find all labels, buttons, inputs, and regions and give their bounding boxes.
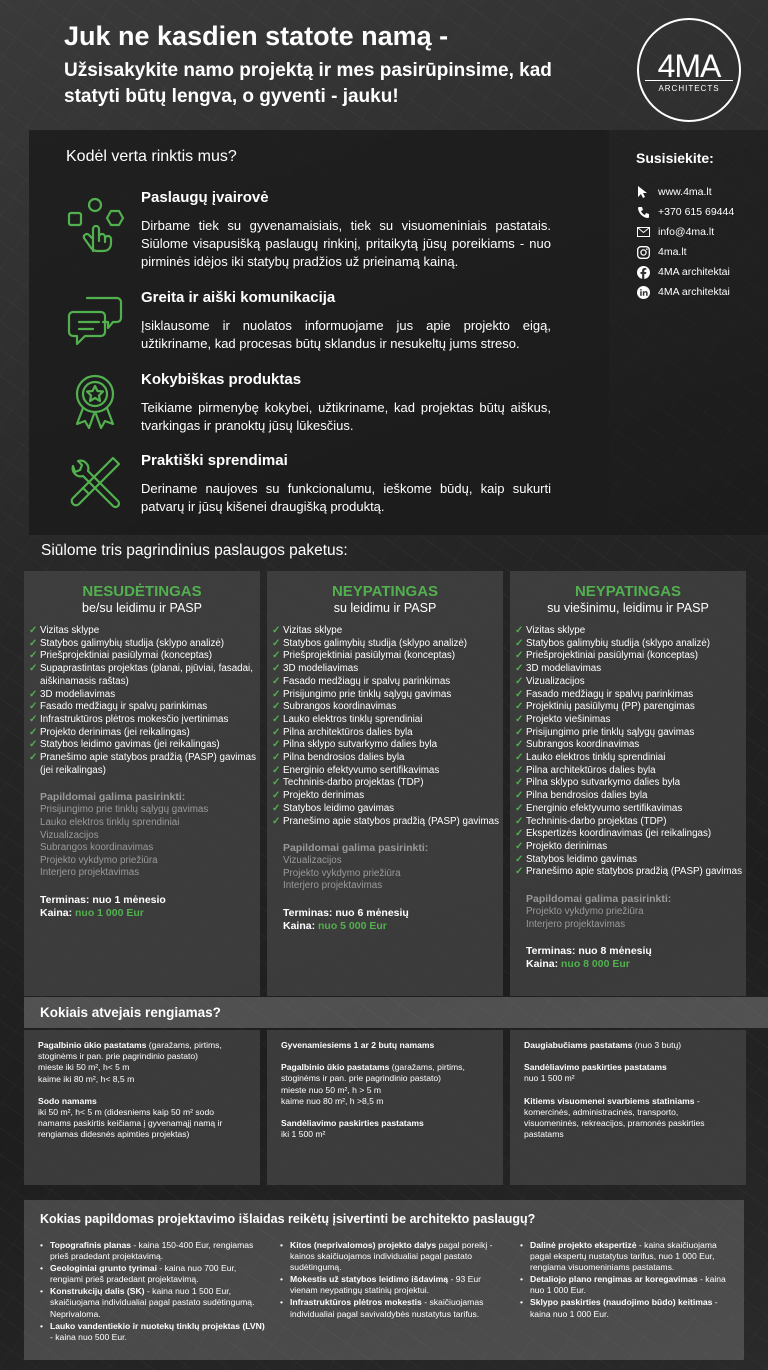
cases-title: Kokiais atvejais rengiamas? bbox=[40, 1005, 221, 1020]
why-us-section bbox=[29, 130, 609, 535]
contact-linkedin[interactable] bbox=[636, 285, 730, 299]
extras-item: • Kitos (neprivalomos) projekto dalys pagal poreikį - kainos skaičiuojamos individualiai pagal pastato sudėtingumą. bbox=[280, 1240, 505, 1273]
contact-text: 4MA architektai bbox=[658, 286, 730, 298]
optional-title: Papildomai galima pasirinkti: bbox=[526, 893, 672, 906]
optional-item: Vizualizacijos bbox=[40, 829, 99, 841]
package-item: ✓ Vizitas sklype bbox=[272, 625, 503, 638]
package-item: ✓ Pilna sklypo sutvarkymo dalies byla bbox=[272, 739, 503, 752]
optional-items bbox=[24, 804, 260, 880]
logo-sub: ARCHITECTS bbox=[658, 84, 720, 93]
logo-mark: 4MA bbox=[657, 48, 721, 84]
package-item: ✓ Projekto derinimas bbox=[272, 790, 503, 803]
extras-item: • Infrastruktūros plėtros mokestis - skaičiuojamas individualiai pagal savivaldybės nustatytus tarifus. bbox=[280, 1297, 505, 1319]
optional-item: Projekto vykdymo priežiūra bbox=[40, 854, 158, 866]
package-item: ✓ Priešprojektiniai pasiūlymai (konceptas) bbox=[29, 650, 260, 663]
tools-icon bbox=[65, 452, 125, 512]
optional-title: Papildomai galima pasirinkti: bbox=[40, 791, 186, 804]
package-item: ✓ Pilna architektūros dalies byla bbox=[515, 765, 746, 778]
package-price: nuo 1 000 Eur bbox=[75, 907, 144, 919]
contact-text: www.4ma.lt bbox=[658, 186, 712, 198]
contact-section bbox=[609, 130, 768, 535]
package-item: ✓ Fasado medžiagų ir spalvų parinkimas bbox=[515, 689, 746, 702]
feature-text: Dirbame tiek su gyvenamaisiais, tiek su visuomeniniais pastatais. Siūlome visapusišką paslaugų rinkinį, pritaikytą jūsų poreikiams - nuo pirminės idėjos iki statybų pradžios už prieinamą kainą. bbox=[141, 218, 551, 269]
optional-item: Interjero projektavimas bbox=[283, 880, 383, 892]
package-name: NESUDĖTINGAS bbox=[82, 583, 202, 600]
optional-title: Papildomai galima pasirinkti: bbox=[283, 842, 429, 855]
cases-band bbox=[24, 997, 768, 1028]
optional-items bbox=[267, 855, 503, 893]
extras-item: • Sklypo paskirties (naudojimo būdo) keitimas - kaina nuo 1 000 Eur. bbox=[520, 1297, 735, 1319]
package-item: ✓ Infrastruktūros plėtros mokesčio įvertinimas bbox=[29, 714, 260, 727]
logo bbox=[637, 18, 741, 122]
contact-phone[interactable] bbox=[636, 205, 734, 219]
package-item: ✓ Ekspertizės koordinavimas (jei reikalingas) bbox=[515, 828, 746, 841]
package-term: Terminas: nuo 8 mėnesių Kaina: nuo 8 000 Eur bbox=[526, 945, 652, 971]
optional-items bbox=[510, 906, 746, 931]
package-items bbox=[272, 625, 503, 828]
contact-text: 4MA architektai bbox=[658, 266, 730, 278]
package-item: ✓ 3D modeliavimas bbox=[272, 663, 503, 676]
package-name: NEYPATINGAS bbox=[331, 583, 439, 600]
extras-column bbox=[40, 1240, 265, 1344]
package-item: ✓ 3D modeliavimas bbox=[515, 663, 746, 676]
extras-section bbox=[24, 1200, 744, 1360]
package-items bbox=[29, 625, 260, 777]
feature-services bbox=[141, 188, 551, 271]
package-item: ✓ Statybos galimybių studija (sklypo analizė) bbox=[29, 638, 260, 651]
feature-title: Kokybiškas produktas bbox=[141, 371, 302, 388]
package-item: ✓ Lauko elektros tinklų sprendiniai bbox=[515, 752, 746, 765]
page-title: Juk ne kasdien statote namą - bbox=[64, 21, 449, 51]
optional-item: Prisijungimo prie tinklų sąlygų gavimas bbox=[40, 804, 209, 816]
package-item: ✓ Pranešimo apie statybos pradžią (PASP) gavimas (jei reikalingas) bbox=[29, 752, 260, 777]
package-item: ✓ Energinio efektyvumo sertifikavimas bbox=[272, 765, 503, 778]
optional-item: Projekto vykdymo priežiūra bbox=[283, 867, 401, 879]
package-item: ✓ Pilna sklypo sutvarkymo dalies byla bbox=[515, 777, 746, 790]
contact-email[interactable] bbox=[636, 225, 714, 239]
extras-item: • Topografinis planas - kaina 150-400 Eur, rengiamas prieš pradedant projektavimą. bbox=[40, 1240, 265, 1262]
package-price: nuo 8 000 Eur bbox=[561, 958, 630, 971]
feature-text: Teikiame pirmenybę kokybei, užtikriname, kad projektas būtų aiškus, tvarkingas ir pranoktų jūsų lūkesčius. bbox=[141, 400, 551, 433]
extras-item: • Dalinė projekto ekspertizė - kaina skaičiuojama pagal ekspertų nustatytus tarifus, nuo 1 000 Eur, rengiama visuomeniniams pastatams. bbox=[520, 1240, 735, 1273]
package-item: ✓ Vizitas sklype bbox=[29, 625, 260, 638]
package-item: ✓ Projekto derinimas bbox=[515, 841, 746, 854]
feature-title: Paslaugų įvairovė bbox=[141, 189, 269, 206]
case-card: Daugiabučiams pastatams (nuo 3 butų) Sandėliavimo paskirties pastatams nuo 1 500 m² Kitiems visuomenei svarbiems statiniams - komercinės, administracinės, transporto, visuomeninės, rekreacijos, pramonės paskirties pastatams bbox=[510, 1030, 746, 1185]
contact-title: Susisiekite: bbox=[636, 150, 714, 166]
facebook-icon bbox=[636, 265, 650, 279]
package-card bbox=[267, 571, 503, 996]
feature-solutions bbox=[141, 451, 551, 516]
package-subtitle: su leidimu ir PASP bbox=[333, 601, 437, 615]
feature-communication bbox=[141, 288, 551, 353]
package-card bbox=[24, 571, 260, 996]
extras-column bbox=[520, 1240, 735, 1321]
package-item: ✓ Pilna bendrosios dalies byla bbox=[515, 790, 746, 803]
package-item: ✓ Statybos leidimo gavimas bbox=[272, 803, 503, 816]
extras-item: • Detaliojo plano rengimas ar koregavimas - kaina nuo 1 000 Eur. bbox=[520, 1274, 735, 1296]
package-item: ✓ Statybos leidimo gavimas bbox=[515, 854, 746, 867]
package-item: ✓ Pranešimo apie statybos pradžią (PASP) gavimas bbox=[515, 866, 746, 879]
package-item: ✓ Priešprojektiniai pasiūlymai (konceptas) bbox=[272, 650, 503, 663]
package-item: ✓ Techninis-darbo projektas (TDP) bbox=[272, 777, 503, 790]
extras-title: Kokias papildomas projektavimo išlaidas reikėtų įsivertinti be architekto paslaugų? bbox=[40, 1212, 536, 1226]
feature-title: Praktiški sprendimai bbox=[141, 452, 288, 469]
optional-item: Subrangos koordinavimas bbox=[40, 842, 154, 854]
package-term: Terminas: nuo 1 mėnesio Kaina: nuo 1 000 Eur bbox=[40, 894, 166, 919]
package-items bbox=[515, 625, 746, 879]
package-name: NEYPATINGAS bbox=[574, 583, 682, 600]
extras-item: • Geologiniai grunto tyrimai - kaina nuo 700 Eur, rengiami prieš pradedant projektavimą. bbox=[40, 1263, 265, 1285]
package-item: ✓ Pranešimo apie statybos pradžią (PASP) gavimas bbox=[272, 816, 503, 829]
instagram-icon bbox=[636, 245, 650, 259]
contact-facebook[interactable] bbox=[636, 265, 730, 279]
package-item: ✓ Fasado medžiagų ir spalvų parinkimas bbox=[272, 676, 503, 689]
packages-intro: Siūlome tris pagrindinius paslaugos paketus: bbox=[41, 542, 348, 559]
optional-item: Interjero projektavimas bbox=[40, 867, 140, 879]
optional-item: Lauko elektros tinklų sprendiniai bbox=[40, 817, 180, 829]
extras-column bbox=[280, 1240, 505, 1321]
package-item: ✓ 3D modeliavimas bbox=[29, 689, 260, 702]
package-item: ✓ Statybos galimybių studija (sklypo analizė) bbox=[515, 638, 746, 651]
mail-icon bbox=[636, 225, 650, 239]
package-item: ✓ Pilna architektūros dalies byla bbox=[272, 727, 503, 740]
extras-item: • Lauko vandentiekio ir nuotekų tinklų projektas (LVN) - kaina nuo 500 Eur. bbox=[40, 1321, 265, 1343]
linkedin-icon bbox=[636, 285, 650, 299]
quality-badge-icon bbox=[65, 370, 125, 430]
package-price: nuo 5 000 Eur bbox=[318, 920, 387, 933]
package-item: ✓ Prisijungimo prie tinklų sąlygų gavimas bbox=[515, 727, 746, 740]
package-item: ✓ Pilna bendrosios dalies byla bbox=[272, 752, 503, 765]
header bbox=[64, 20, 604, 110]
why-us-title: Kodėl verta rinktis mus? bbox=[66, 148, 237, 165]
package-item: ✓ Statybos leidimo gavimas (jei reikalingas) bbox=[29, 739, 260, 752]
feature-text: Įsiklausome ir nuolatos informuojame jus apie projekto eigą, užtikriname, kad procesas būtų sklandus ir nesukeltų jums streso. bbox=[141, 318, 551, 351]
package-item: ✓ Subrangos koordinavimas bbox=[515, 739, 746, 752]
package-item: ✓ Vizualizacijos bbox=[515, 676, 746, 689]
package-item: ✓ Supaprastintas projektas (planai, pjūviai, fasadai, aiškinamasis raštas) bbox=[29, 663, 260, 688]
package-subtitle: be/su leidimu ir PASP bbox=[82, 601, 202, 615]
package-item: ✓ Fasado medžiagų ir spalvų parinkimas bbox=[29, 701, 260, 714]
extras-item: • Konstrukcijų dalis (SK) - kaina nuo 1 500 Eur, skaičiuojama individualiai pagal pastato sudėtingumą. Neprivaloma. bbox=[40, 1286, 265, 1319]
shapes-hand-icon bbox=[65, 195, 125, 255]
package-item: ✓ Projektinių pasiūlymų (PP) parengimas bbox=[515, 701, 746, 714]
package-card bbox=[510, 571, 746, 996]
package-item: ✓ Statybos galimybių studija (sklypo analizė) bbox=[272, 638, 503, 651]
package-item: ✓ Techninis-darbo projektas (TDP) bbox=[515, 816, 746, 829]
case-card: Pagalbinio ūkio pastatams (garažams, pirtims, stoginėms ir pan. prie pagrindinio pastato) mieste iki 50 m², h< 5 m kaime iki 80 m², h< 8,5 m Sodo namams iki 50 m², h< 5 m (didesniems kaip 50 m² sodo namams paskirtis keičiama į gyvenamąjį namą ir rengiamas didesnės apimties projektas) bbox=[24, 1030, 260, 1185]
package-term: Terminas: nuo 6 mėnesių Kaina: nuo 5 000 Eur bbox=[283, 907, 409, 933]
package-item: ✓ Projekto derinimas (jei reikalingas) bbox=[29, 727, 260, 740]
chat-bubbles-icon bbox=[65, 292, 125, 352]
package-item: ✓ Subrangos koordinavimas bbox=[272, 701, 503, 714]
package-item: ✓ Priešprojektiniai pasiūlymai (konceptas) bbox=[515, 650, 746, 663]
feature-quality bbox=[141, 370, 551, 435]
contact-text: 4ma.lt bbox=[658, 246, 687, 258]
contact-text: +370 615 69444 bbox=[658, 206, 735, 218]
package-item: ✓ Energinio efektyvumo sertifikavimas bbox=[515, 803, 746, 816]
package-item: ✓ Lauko elektros tinklų sprendiniai bbox=[272, 714, 503, 727]
contact-website[interactable] bbox=[636, 185, 712, 199]
extras-item: • Mokestis už statybos leidimo išdavimą - 93 Eur vienam neypatingų statinių projektui. bbox=[280, 1274, 505, 1296]
package-subtitle: su viešinimu, leidimu ir PASP bbox=[547, 601, 709, 615]
feature-text: Deriname naujoves su funkcionalumu, ieškome būdų, kaip sukurti patvarų ir jūsų kišenei draugišką produktą. bbox=[141, 481, 551, 514]
package-item: ✓ Prisijungimo prie tinklų sąlygų gavimas bbox=[272, 689, 503, 702]
contact-text: info@4ma.lt bbox=[658, 226, 715, 238]
cursor-icon bbox=[636, 185, 650, 199]
optional-item: Vizualizacijos bbox=[283, 855, 342, 867]
phone-icon bbox=[636, 205, 650, 219]
package-item: ✓ Vizitas sklype bbox=[515, 625, 746, 638]
contact-instagram[interactable] bbox=[636, 245, 687, 259]
case-card: Gyvenamiesiems 1 ar 2 butų namams Pagalbinio ūkio pastatams (garažams, pirtims, stoginėms ir pan. prie pagrindinio pastato) mieste nuo 50 m², h > 5 m kaime nuo 80 m², h >8,5 m Sandėliavimo paskirties pastatams iki 1 500 m² bbox=[267, 1030, 503, 1185]
package-item: ✓ Projekto viešinimas bbox=[515, 714, 746, 727]
page-subtitle: Užsisakykite namo projektą ir mes pasirūpinsime, kad statyti būtų lengva, o gyventi - jauku! bbox=[64, 60, 552, 107]
optional-item: Interjero projektavimas bbox=[526, 918, 626, 930]
optional-item: Projekto vykdymo priežiūra bbox=[526, 906, 644, 918]
feature-title: Greita ir aiški komunikacija bbox=[141, 289, 336, 306]
